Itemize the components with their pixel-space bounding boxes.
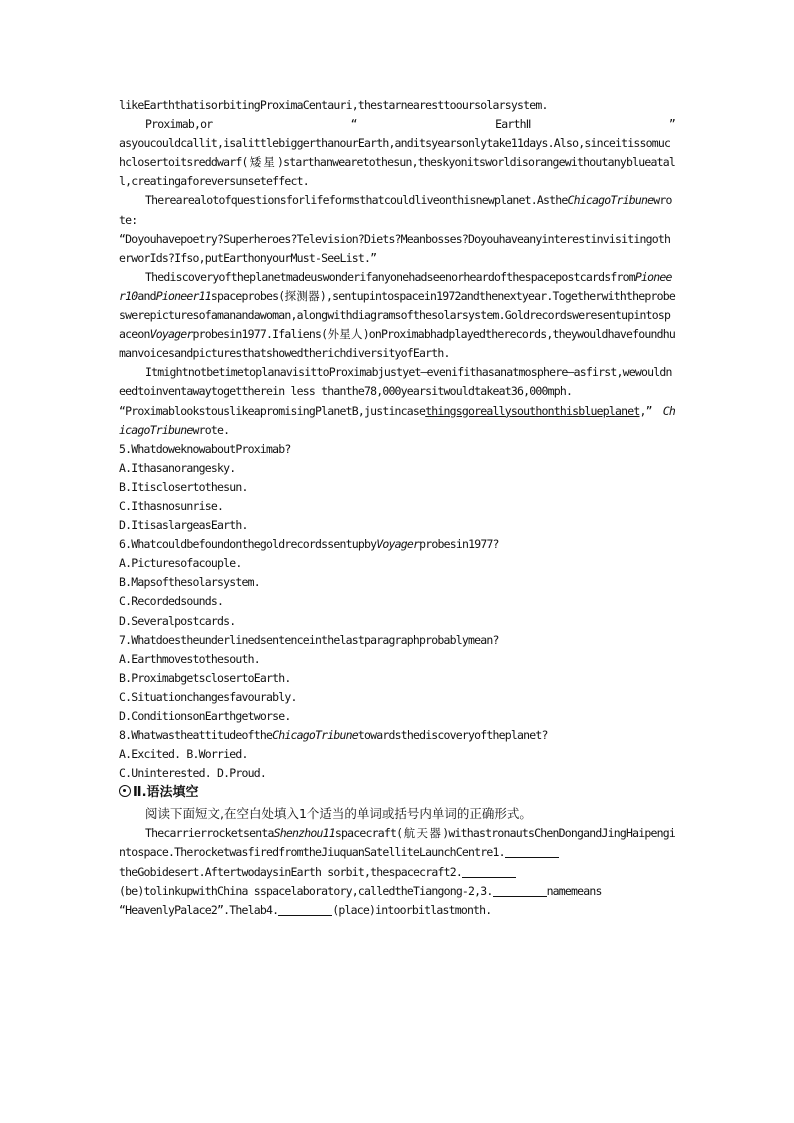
option-6d[interactable]: D.Severalpostcards. (119, 613, 236, 628)
underlined-sentence: thingsgoreallysouthonthisblueplanet (425, 403, 640, 418)
cloze-para-1: ThecarrierrocketsentaShenzhou11spacecraft(航天器)withastronautsChenDongandJingHaipengintospace.TherocketwasfiredfromtheJiuquanSatelliteLaunchCentre1. (119, 826, 675, 860)
blank-3[interactable] (493, 884, 547, 897)
passage-para-2-line: Proximab,or “ EarthⅡ ” (145, 117, 675, 132)
cloze-line-4: “HeavenlyPalace2”.Thelab4. (place)intoorbitlastmonth. (119, 902, 492, 917)
blank-4[interactable] (278, 903, 332, 916)
option-8c[interactable]: C.Uninterested. (119, 766, 211, 781)
option-6c[interactable]: C.Recordedsounds. (119, 594, 224, 609)
option-8a[interactable]: A.Excited. (119, 747, 181, 762)
options-8-row-1 (119, 745, 675, 764)
section-marker-icon (119, 785, 131, 797)
option-7c[interactable]: C.Situationchangesfavourably. (119, 689, 297, 704)
cloze-line-2: theGobidesert.AftertwodaysinEarth sorbit,thespacecraft2. (119, 863, 675, 882)
section-heading: Ⅱ.语法填空 (119, 783, 675, 803)
option-6b[interactable]: B.Mapsofthesolarsystem. (119, 575, 260, 590)
question-7: 7.Whatdoestheunderlinedsentenceinthelastparagraphprobablymean? (119, 632, 499, 647)
passage-para-7: “ProximablookstouslikeapromisingPlanetB,justincasethingsgoreallysouthonthisblueplanet,” ChicagoTribunewrote. (119, 403, 675, 437)
option-8d[interactable]: D.Proud. (216, 766, 266, 781)
question-5: 5.WhatdoweknowaboutProximab? (119, 441, 291, 456)
option-7b[interactable]: B.ProximabgetsclosertoEarth. (119, 670, 291, 685)
blank-1[interactable] (505, 845, 559, 858)
options-8-row-2 (119, 764, 675, 783)
option-7a[interactable]: A.Earthmovestothesouth. (119, 651, 260, 666)
question-6: 6.WhatcouldbefoundonthegoldrecordssentupbyVoyagerprobesin1977? (119, 537, 499, 552)
option-5b[interactable]: B.Itisclosertothesun. (119, 479, 248, 494)
passage-quote: “Doyouhavepoetry?Superheroes?Television?Diets?Meanbosses?DoyouhaveanyinterestinvisitingotherworIds?Ifso,putEarthonyourMust-SeeList.” (119, 231, 671, 265)
passage-para-6: ItmightnotbetimetoplanavisittoProximabjustyet—evenifithasanatmosphere—asfirst,wewouldneedtoinventawaytogettherein less thanthe78,000yearsitwouldtakeat36,000mph. (119, 365, 672, 399)
passage-para-3: Therearealotofquestionsforlifeformsthatcouldliveonthisnewplanet.AstheChicagoTribunewrote: (119, 193, 672, 227)
option-8b[interactable]: B.Worried. (186, 747, 248, 762)
option-5a[interactable]: A.Ithasanorangesky. (119, 460, 236, 475)
passage-para-2: asyoucouldcallit,isalittlebiggerthanourEarth,anditsyearsonlytake11days.Also,sinceitissomuchclosertoitsreddwarf(矮星)starthanwearetothesun,theskyonitsworldisorangewithoutanyblueatall,creatingaforeversunseteffect. (119, 136, 675, 189)
section-instruction: 阅读下面短文,在空白处填入1个适当的单词或括号内单词的正确形式。 (145, 806, 532, 822)
document-page (119, 96, 675, 920)
option-5c[interactable]: C.Ithasnosunrise. (119, 498, 224, 513)
blank-2[interactable] (462, 865, 516, 878)
passage-para-5: ThediscoveryoftheplanetmadeuswonderifanyonehadseenorheardofthespacepostcardsfromPioneer10andPioneer11spaceprobes(探测器),sentupintospacein1972andthenextyear.Togetherwiththeprobeswerepicturesofamanandawoman,alongwithdiagramsofthesolarsystem.GoldrecordsweresentupintospaceonVoyagerprobesin1977.Ifaliens(外星人)onProximabhadplayedtherecords,theywouldhavefoundhumanvoicesandpicturesthatshowedtherichdiversityofEarth. (119, 269, 675, 361)
option-6a[interactable]: A.Picturesofacouple. (119, 556, 242, 571)
option-7d[interactable]: D.ConditionsonEarthgetworse. (119, 709, 291, 723)
cloze-line-3: (be)tolinkupwithChina sspacelaboratory,calledtheTiangong-2,3. namemeans (119, 883, 602, 898)
passage-line-1: likeEarththatisorbitingProximaCentauri,thestarnearesttooursolarsystem. (119, 98, 548, 112)
question-8: 8.WhatwastheattitudeoftheChicagoTribunetowardsthediscoveryoftheplanet? (119, 728, 548, 743)
option-5d[interactable]: D.ItisaslargeasEarth. (119, 518, 248, 533)
